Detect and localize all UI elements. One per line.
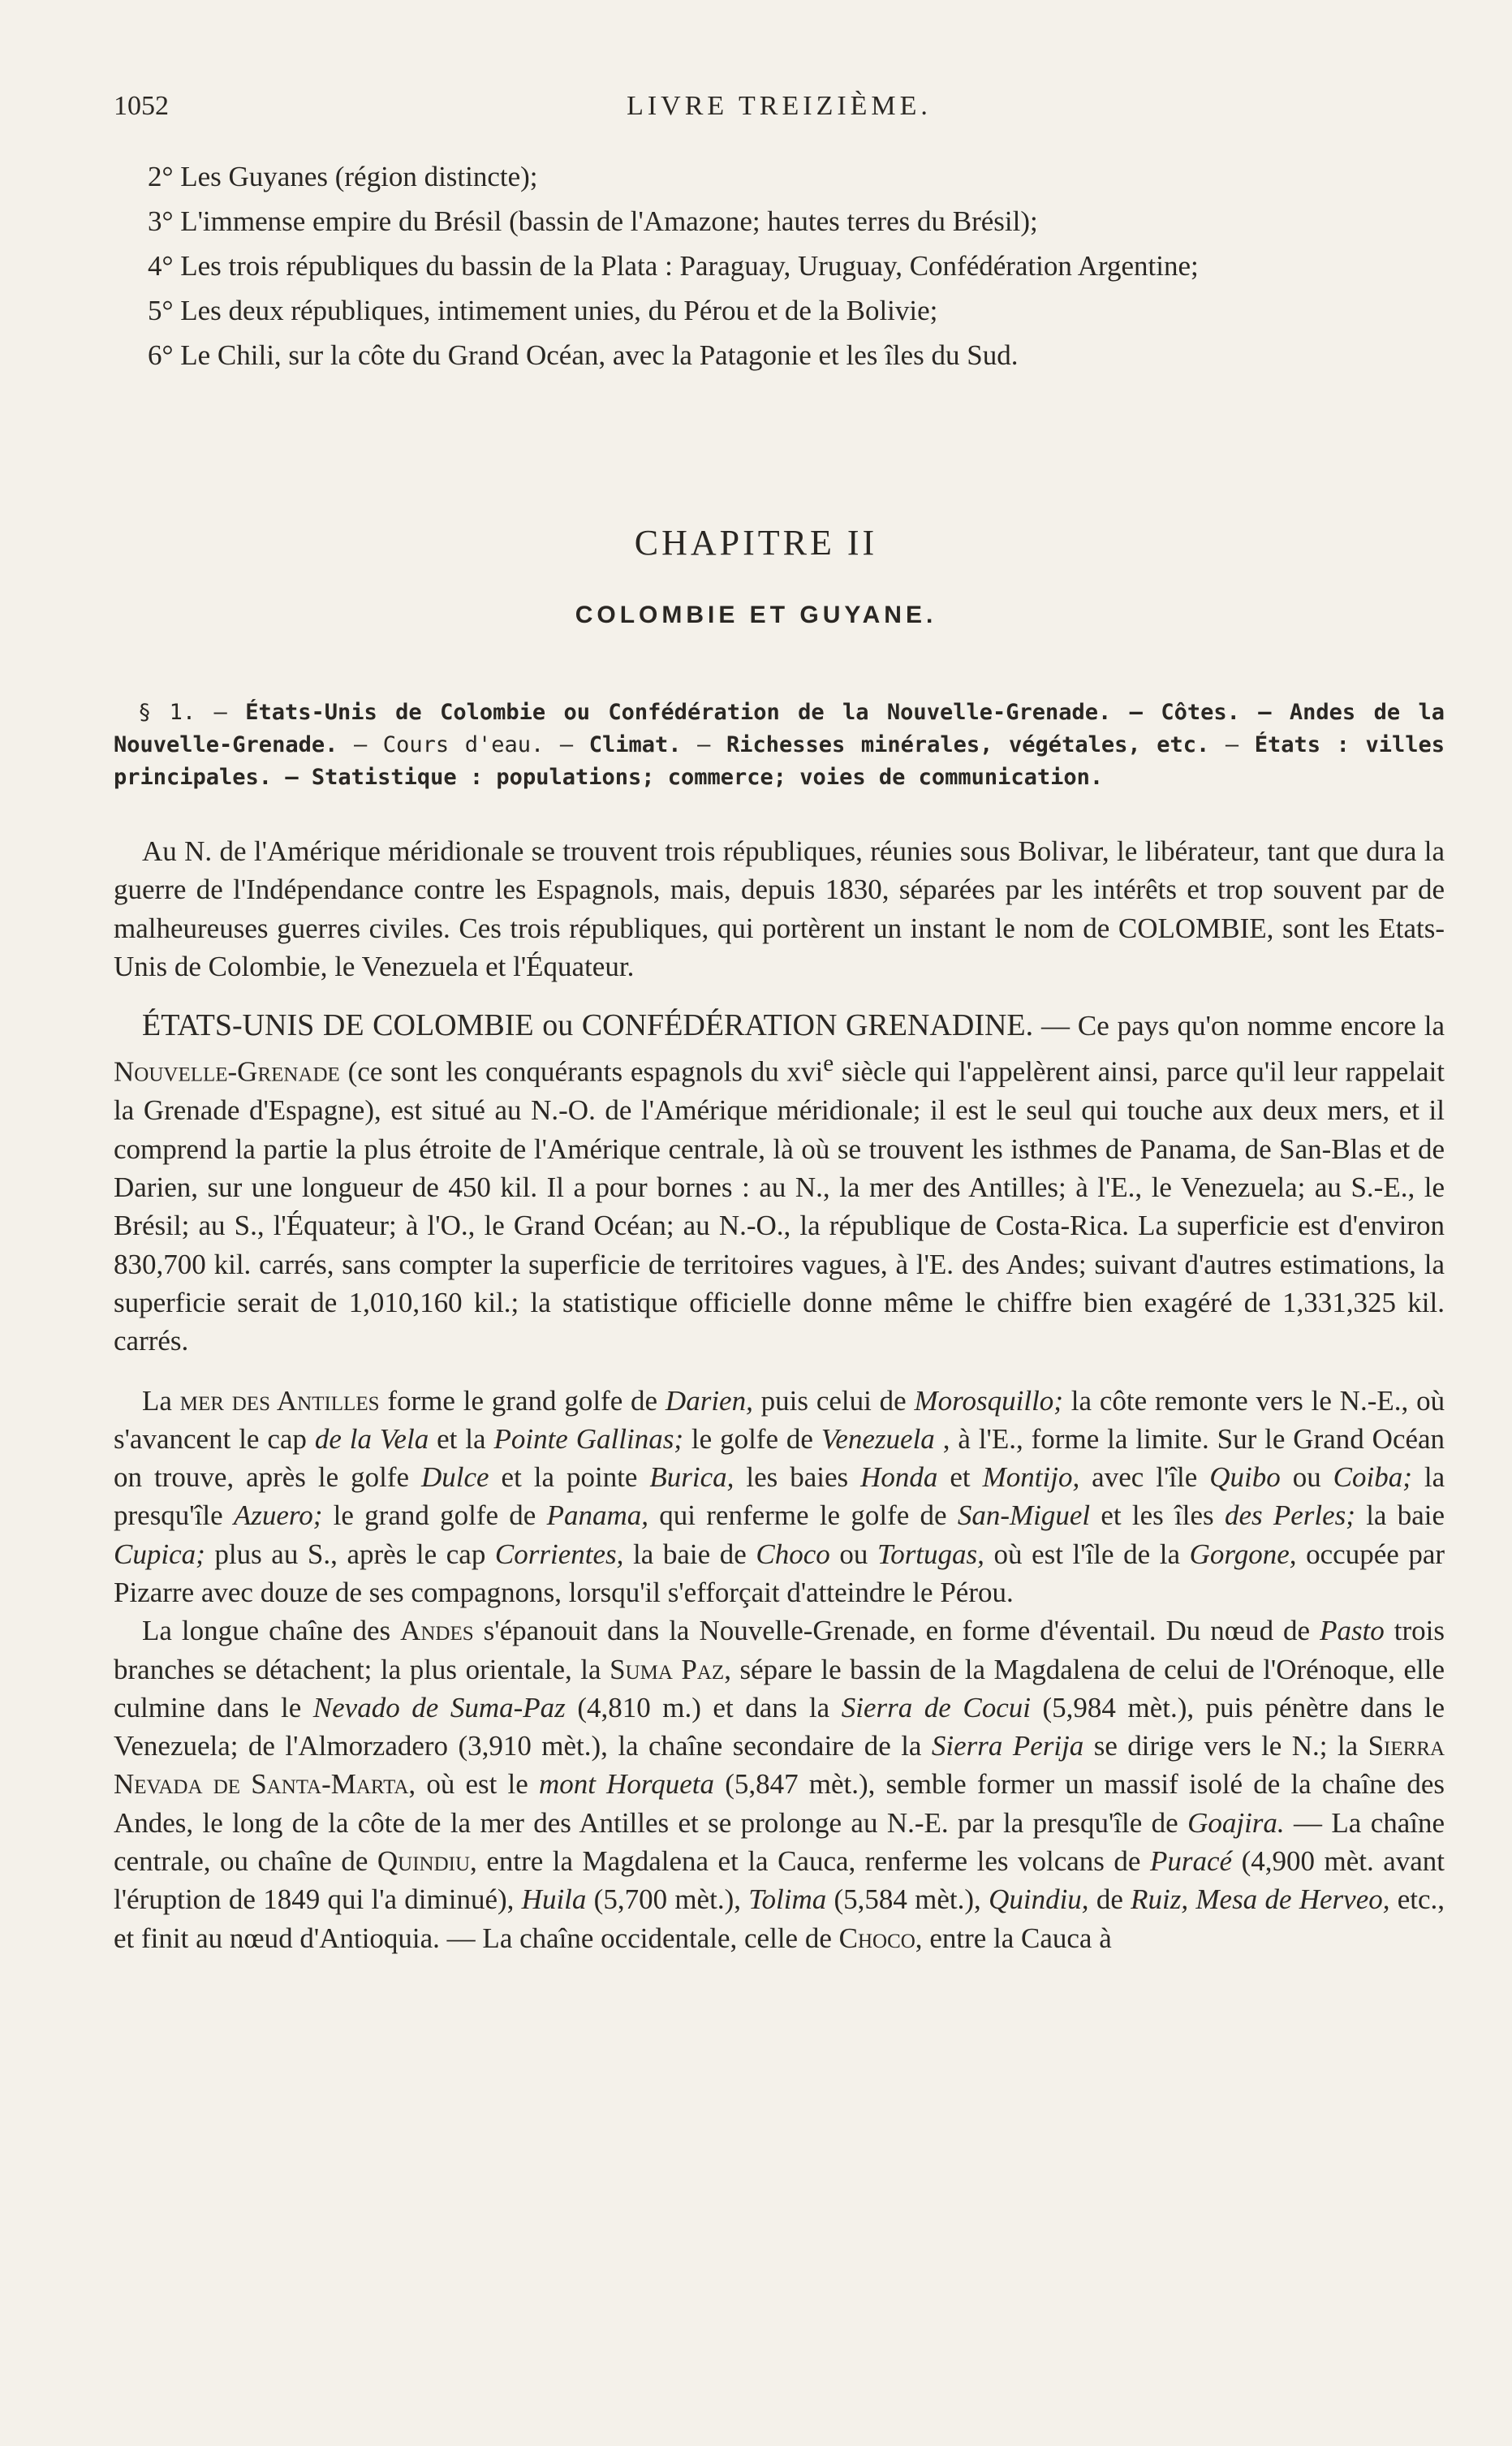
- place-name: Azuero;: [233, 1499, 323, 1532]
- text-run: forme le grand golfe de: [387, 1384, 658, 1417]
- text-run: Quindiu,: [377, 1845, 477, 1878]
- text-run: la baie de: [633, 1538, 747, 1570]
- text-run: ou: [839, 1538, 868, 1570]
- text-run: (5,984 mèt.), puis pénètre dans le Venezuela; de l'Almorzadero (3,910 mèt.), la chaîne secondaire de la: [114, 1691, 1445, 1762]
- page-number: 1052: [114, 91, 169, 121]
- text-run: la presqu'île: [114, 1461, 1445, 1532]
- list-item: 5° Les deux républiques, intimement unies, du Pérou et de la Bolivie;: [148, 295, 938, 326]
- body-text: [114, 832, 1445, 1957]
- text-run: (5,700 mèt.),: [593, 1883, 741, 1916]
- summary-topic: États-Unis de Colombie ou Confédération de la Nouvelle-Grenade.: [245, 700, 1112, 725]
- place-name: Sierra Perija: [931, 1730, 1084, 1762]
- section-lead: ÉTATS-UNIS DE COLOMBIE ou CONFÉDÉRATION GRENADINE.: [142, 1008, 1034, 1043]
- text-run: siècle qui l'appelèrent ainsi, parce qu'il leur rappelait la Grenade d'Espagne), est situé au N.-O. de l'Amérique méridionale; il est le seul qui touche aux deux mers, et il comprend la partie la plus étroite de l'Amérique centrale, là où se trouvent les isthmes de Panama, de San-Blas et de Darien, sur une longueur de 450 kil. Il a pour bornes : au N., la mer des Antilles; à l'E., le Venezuela; au S.-E., le Brésil; au S., l'Équateur; à l'O., le Grand Océan; au N.-O., la république de Costa-Rica. La superficie est d'environ 830,700 kil. carrés, sans compter la superficie de territoires vagues, à l'E. des Andes; suivant d'autres estimations, la superficie serait de 1,010,160 kil.; la statistique officielle donne même le chiffre bien exagéré de 1,331,325 kil. carrés.: [114, 1056, 1445, 1357]
- text-run: les baies: [746, 1461, 849, 1494]
- place-name: Burica,: [649, 1461, 734, 1494]
- place-name: Quindiu,: [989, 1883, 1089, 1916]
- text-run: avec l'île: [1092, 1461, 1198, 1494]
- text-run: le grand golfe de: [333, 1499, 536, 1532]
- summary-topic: États : villes principales.: [114, 732, 1445, 790]
- chapter-subtitle: COLOMBIE ET GUYANE.: [575, 602, 937, 628]
- chapter-title: CHAPITRE II: [634, 523, 878, 563]
- text-run: mer des Antilles: [179, 1384, 380, 1417]
- place-name: de la Vela: [314, 1422, 429, 1455]
- text-run: Sierra Nevada de Santa-Marta: [114, 1730, 1445, 1801]
- text-run: entre la Cauca à: [929, 1922, 1112, 1954]
- text-run: de: [1096, 1883, 1123, 1916]
- text-run: Andes: [400, 1615, 474, 1647]
- page-header: [114, 91, 1445, 132]
- summary-topic: — Cours d'eau. —: [353, 732, 574, 757]
- paragraph-intro: Au N. de l'Amérique méridionale se trouvent trois républiques, réunies sous Bolivar, le libérateur, tant que dura la guerre de l'Indépendance contre les Espagnols, mais, depuis 1830, séparées par les intérêts et trop souvent par de malheureuses guerres civiles. Ces trois républiques, qui portèrent un instant le nom de COLOMBIE, sont les Etats-Unis de Colombie, le Venezuela et l'Équateur.: [114, 835, 1445, 982]
- place-name: Choco: [756, 1538, 830, 1570]
- text-run: (ce sont les conquérants espagnols du xvi: [347, 1056, 824, 1089]
- section-summary: [114, 697, 1445, 794]
- place-name: Honda: [860, 1461, 938, 1494]
- running-head: LIVRE TREIZIÈME.: [627, 91, 932, 121]
- paragraph-andes: [114, 1611, 1445, 1957]
- list-item: 2° Les Guyanes (région distincte);: [148, 161, 538, 192]
- text-run: le golfe de: [691, 1422, 813, 1455]
- text-run: entre la Magdalena et la Cauca, renferme les volcans de: [486, 1845, 1141, 1878]
- place-name: Nevado de Suma-Paz: [312, 1691, 566, 1723]
- text-run: la côte remonte vers le N.-E., où s'avancent le cap: [114, 1384, 1445, 1455]
- text-run: Suma Paz,: [610, 1653, 731, 1685]
- place-name: Gorgone,: [1189, 1538, 1297, 1570]
- place-name: Puracé: [1149, 1845, 1233, 1878]
- text-run: et la: [437, 1422, 486, 1455]
- summary-topic: —: [697, 732, 711, 757]
- list-item: 3° L'immense empire du Brésil (bassin de l'Amazone; hautes terres du Brésil);: [148, 205, 1038, 237]
- text-run: et: [950, 1461, 971, 1494]
- text-run: (4,810 m.) et dans la: [577, 1691, 830, 1723]
- region-list: [114, 154, 1449, 377]
- place-name: des Perles;: [1224, 1499, 1355, 1532]
- text-run: s'épanouit dans la Nouvelle-Grenade, en forme d'éventail. Du nœud de: [483, 1615, 1311, 1647]
- text-run: se dirige vers le N.; la: [1093, 1730, 1359, 1762]
- text-run: — Ce pays qu'on nomme encore la: [1041, 1010, 1445, 1042]
- place-name: Goajira.: [1187, 1806, 1285, 1839]
- text-run: , à l'E., forme la limite. Sur le Grand Océan on trouve, après le golfe: [114, 1422, 1445, 1494]
- place-name: Darien,: [665, 1384, 753, 1417]
- place-name: Tolima: [748, 1883, 827, 1916]
- place-name: Montijo,: [982, 1461, 1080, 1494]
- text-run: La longue chaîne des: [142, 1615, 391, 1647]
- summary-topic: Richesses minérales, végétales, etc.: [726, 732, 1210, 757]
- place-name: Huila: [521, 1883, 587, 1916]
- summary-topic: Andes de la Nouvelle-Grenade.: [114, 700, 1445, 757]
- text-run: Choco,: [838, 1922, 923, 1954]
- place-name: Coiba;: [1333, 1461, 1412, 1494]
- text-run: , où est le: [408, 1768, 528, 1801]
- place-name: Corrientes,: [494, 1538, 624, 1570]
- text-run: où est l'île de la: [993, 1538, 1181, 1570]
- summary-topic: Climat.: [588, 732, 682, 757]
- place-name: San-Miguel: [957, 1499, 1091, 1532]
- text-run: la baie: [1366, 1499, 1445, 1532]
- text-run: et les îles: [1101, 1499, 1214, 1532]
- text-run: (5,584 mèt.),: [834, 1883, 981, 1916]
- text-run: puis celui de: [760, 1384, 907, 1417]
- place-name: Pasto: [1320, 1615, 1385, 1647]
- text-run: etc., et finit au nœud d'Antioquia. — La chaîne occidentale, celle de: [114, 1883, 1445, 1954]
- text-run: trois branches se détachent; la plus orientale, la: [114, 1615, 1445, 1685]
- place-name: Pointe Gallinas;: [493, 1422, 683, 1455]
- summary-topic: —: [1225, 732, 1239, 757]
- place-name: Ruiz, Mesa de Herveo,: [1131, 1883, 1390, 1916]
- text-run: ou: [1292, 1461, 1321, 1494]
- section-mark: § 1. —: [138, 700, 227, 725]
- text-run: La: [142, 1384, 172, 1417]
- paragraph-coasts: [114, 1382, 1445, 1612]
- text-run: e: [823, 1050, 834, 1077]
- list-item: 4° Les trois républiques du bassin de la Plata : Paraguay, Uruguay, Confédération Argentine;: [148, 250, 1199, 282]
- text-run: qui renferme le golfe de: [659, 1499, 947, 1532]
- place-name: Quibo: [1209, 1461, 1281, 1494]
- text-run: (4,900 mèt. avant l'éruption de 1849 qui l'a diminué),: [114, 1845, 1445, 1916]
- place-name: Sierra de Cocui: [841, 1691, 1031, 1723]
- text-run: sépare le bassin de la Magdalena de celui de l'Orénoque, elle culmine dans le: [114, 1653, 1445, 1723]
- paragraph-colombie: [114, 1007, 1445, 1360]
- place-name: Morosquillo;: [914, 1384, 1063, 1417]
- summary-topic: — Côtes. —: [1129, 700, 1272, 725]
- place-name: Cupica;: [114, 1538, 205, 1570]
- list-item: 6° Le Chili, sur la côte du Grand Océan, avec la Patagonie et les îles du Sud.: [148, 339, 1019, 371]
- summary-topic: — Statistique : populations; commerce; voies de communication.: [285, 765, 1104, 790]
- place-name: mont Horqueta: [538, 1768, 715, 1801]
- text-run: (5,847 mèt.), semble former un massif isolé de la chaîne des Andes, le long de la côte de la mer des Antilles et se prolonge au N.-E. par la presqu'île de: [114, 1768, 1445, 1839]
- text-run: plus au S., après le cap: [214, 1538, 486, 1570]
- text-run: occupée par Pizarre avec douze de ses compagnons, lorsqu'il s'efforçait d'atteindre le Pérou.: [114, 1538, 1445, 1608]
- text-run: Nouvelle-Grenade: [114, 1056, 340, 1089]
- place-name: Dulce: [420, 1461, 489, 1494]
- text-run: — La chaîne centrale, ou chaîne de: [114, 1806, 1445, 1878]
- place-name: Panama,: [546, 1499, 649, 1532]
- text-run: et la pointe: [501, 1461, 638, 1494]
- place-name: Venezuela: [821, 1422, 935, 1455]
- place-name: Tortugas,: [877, 1538, 984, 1570]
